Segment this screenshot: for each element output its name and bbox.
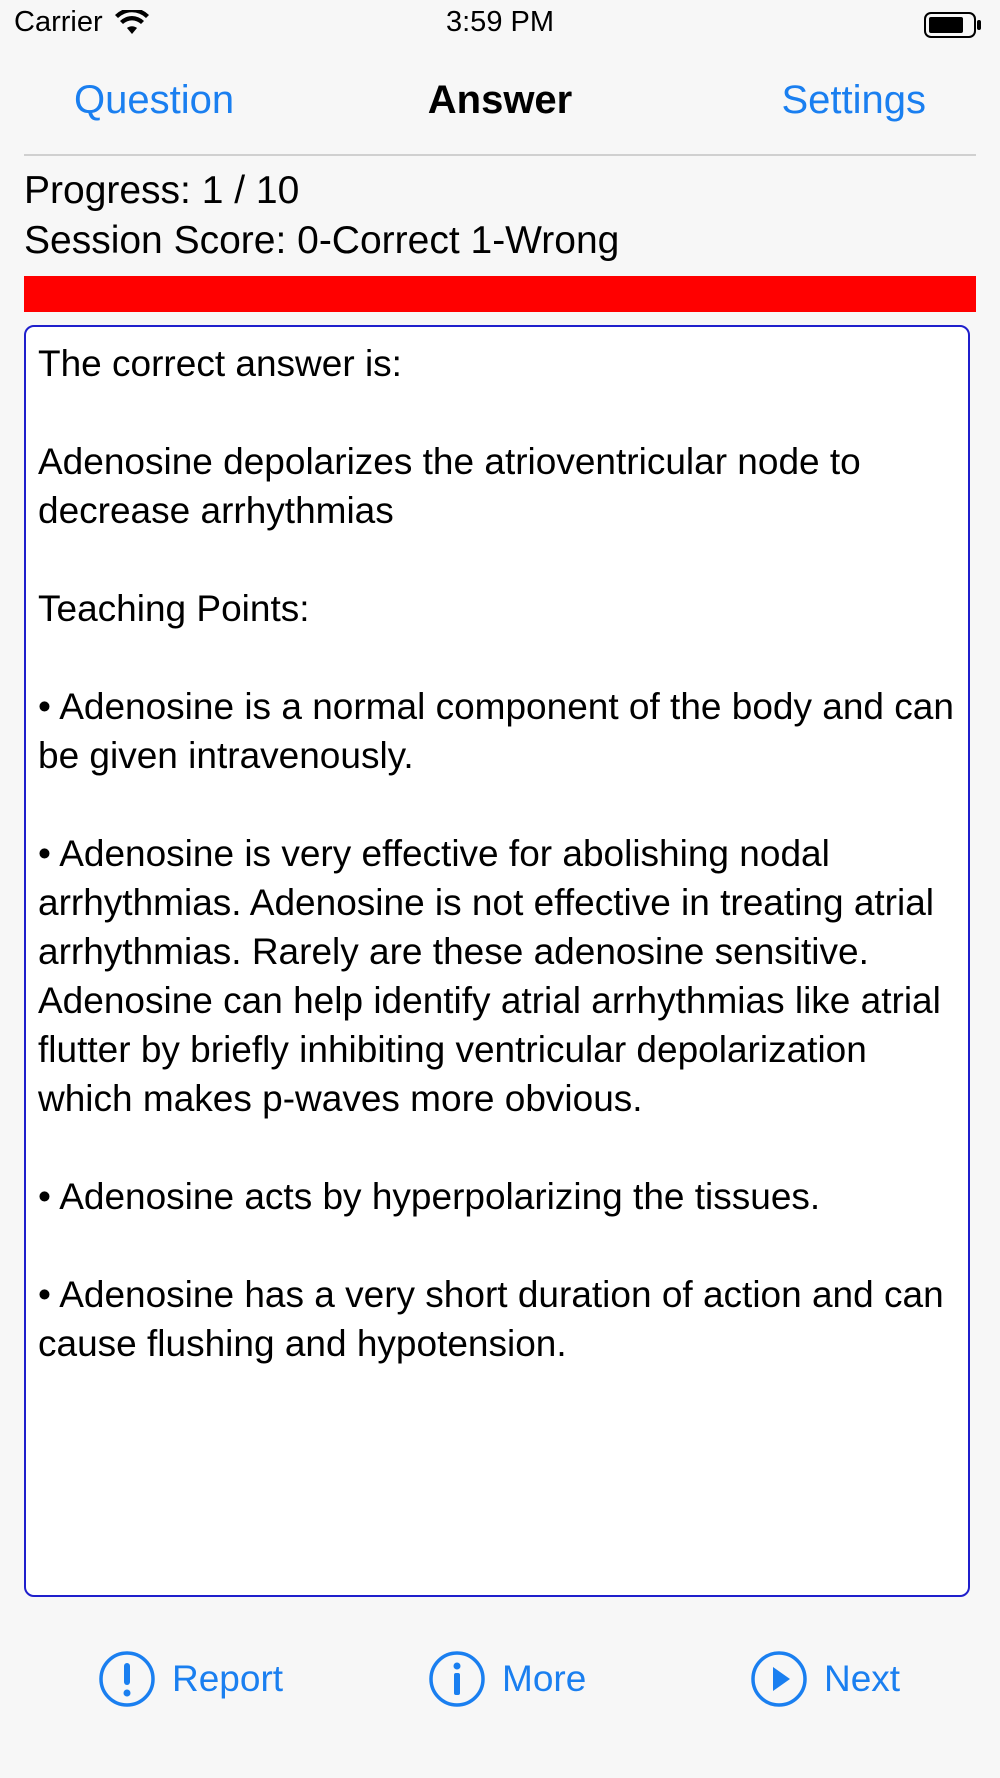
next-button[interactable] xyxy=(750,1650,900,1708)
session-score-label: Session Score: 0-Correct 1-Wrong xyxy=(24,219,620,262)
progress-info xyxy=(24,166,619,266)
info-circle-icon xyxy=(428,1650,486,1708)
more-button[interactable] xyxy=(428,1650,586,1708)
answer-text: The correct answer is: Adenosine depolarizes the atrioventricular node to decrease arrhythmias Teaching Points: • Adenosine is a normal component of the body and can be given intravenously. • Adenosine is very effective for abolishing nodal arrhythmias. Adenosine is not effective in treating atrial arrhythmias. Rarely are these adenosine sensitive. Adenosine can help identify atrial arrhythmias like atrial flutter by briefly inhibiting ventricular depolarization which makes p-waves more obvious. • Adenosine acts by hyperpolarizing the tissues. • Adenosine has a very short duration of action and can cause flushing and hypotension. xyxy=(38,343,954,1364)
status-bar xyxy=(0,0,1000,50)
progress-label: Progress: 1 / 10 xyxy=(24,169,300,212)
report-label: Report xyxy=(172,1658,284,1699)
more-label: More xyxy=(502,1658,587,1699)
play-circle-icon xyxy=(750,1650,808,1708)
exclamation-circle-icon xyxy=(98,1650,156,1708)
answer-text-box[interactable] xyxy=(24,325,970,1597)
page-title: Answer xyxy=(427,78,573,122)
bottom-toolbar xyxy=(0,1650,1000,1720)
question-button[interactable]: Question xyxy=(74,78,235,122)
carrier-label: Carrier xyxy=(14,6,103,38)
report-button[interactable] xyxy=(98,1650,283,1708)
settings-button[interactable]: Settings xyxy=(781,78,926,122)
battery-icon xyxy=(924,12,982,38)
score-bar xyxy=(24,276,976,312)
navigation-bar xyxy=(24,60,976,156)
next-label: Next xyxy=(824,1658,901,1699)
status-time: 3:59 PM xyxy=(446,6,554,38)
